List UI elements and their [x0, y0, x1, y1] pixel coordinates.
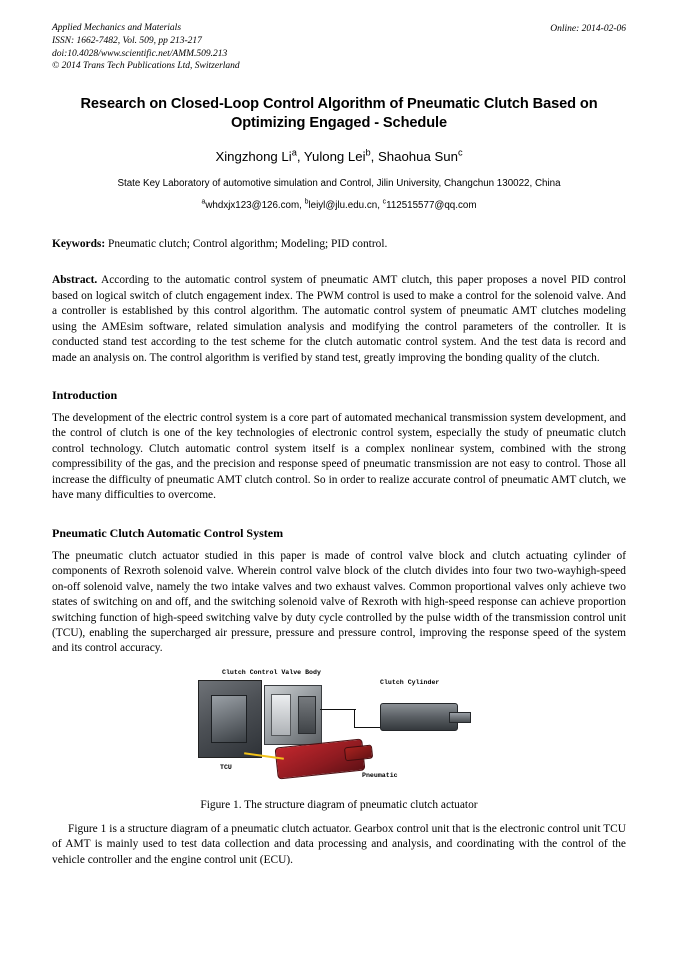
author-1-sup: a	[291, 147, 297, 158]
author-1: Xingzhong Li	[215, 148, 292, 164]
author-emails	[52, 200, 626, 211]
issn-line: ISSN: 1662-7482, Vol. 509, pp 213-217	[52, 35, 202, 46]
figure-1-wrap	[52, 669, 626, 787]
journal-info	[52, 22, 240, 73]
author-2: , Yulong Lei	[296, 148, 366, 164]
email-sup-a: a	[201, 199, 206, 207]
email-sup-b: b	[304, 199, 309, 207]
email-sup-c: c	[382, 199, 387, 207]
email-c[interactable]: 112515577@qq.com	[386, 200, 477, 212]
email-b[interactable]: leiyl@jlu.edu.cn,	[308, 200, 383, 212]
connector-line-3	[354, 727, 380, 728]
page-title: Research on Closed-Loop Control Algorithm of Pneumatic Clutch Based on Optimizing Engaged - Schedule	[80, 96, 598, 131]
author-2-sup: b	[365, 147, 371, 158]
control-valve-block-photo	[264, 685, 322, 745]
keywords-text: Pneumatic clutch; Control algorithm; Modeling; PID control.	[105, 238, 388, 251]
figure-1-caption: Figure 1. The structure diagram of pneumatic clutch actuator	[200, 798, 478, 811]
introduction-paragraph: The development of the electric control system is a core part of automated mechanical transmission system development, and the control of clutch is one of the key technologies of electronic control system, especially the study of pneumatic clutch control technology. Clutch automatic control system itself is a complex nonlinear system, combined with the strong compressibility of the gas, and the precision and response speed of pneumatic transmission are not easy to control. Those all increase the difficulty of pneumatic AMT clutch control. So in order to realize accurate control of pneumatic AMT clutch, we have many difficulties to overcome.	[52, 411, 626, 502]
doi-line[interactable]: doi:10.4028/www.scientific.net/AMM.509.213	[52, 48, 228, 59]
abstract-block	[52, 273, 626, 366]
section-heading-introduction: Introduction	[52, 387, 118, 402]
section-heading-control-system: Pneumatic Clutch Automatic Control System	[52, 525, 284, 540]
author-list	[52, 149, 626, 164]
control-system-paragraph: The pneumatic clutch actuator studied in this paper is made of control valve block and clutch actuating cylinder of components of Rexroth solenoid valve. Wherein control valve block of the clutch divides into four two two-wayhigh-speed on-off solenoid valve, namely the two intake valves and two exhaust valves. Common proportional valves only achieve two states of switching on and off, and the switching solenoid valve of Rexroth with high-speed response can achieve proportion switching function of high-speed switching valve by duty cycle controlled by the pulse width of the transmission control unit (TCU), enabling the supercharged air pressure, pressure and pressure control, improving the response speed of the system and its control accuracy.	[52, 549, 626, 655]
figure-label-pneumatic: Pneumatic	[362, 771, 398, 779]
journal-name: Applied Mechanics and Materials	[52, 23, 182, 33]
valve-photo	[198, 680, 262, 758]
author-3-sup: c	[457, 147, 463, 158]
copyright-line: © 2014 Trans Tech Publications Ltd, Switzerland	[52, 61, 240, 72]
online-date: Online: 2014-02-06	[550, 24, 626, 34]
abstract-label: Abstract.	[52, 274, 98, 287]
affiliation: State Key Laboratory of automotive simulation and Control, Jilin University, Changchun 130022, China	[117, 177, 561, 189]
figure-label-tcu: TCU	[220, 763, 232, 771]
keywords-block	[52, 237, 626, 253]
figure-label-cylinder: Clutch Cylinder	[380, 678, 440, 686]
page-header	[52, 22, 626, 73]
connector-line-2	[354, 709, 355, 727]
author-3: , Shaohua Sun	[370, 148, 458, 164]
clutch-cylinder-photo	[380, 703, 458, 731]
keywords-label: Keywords:	[52, 238, 106, 251]
figure-1-image	[184, 669, 494, 787]
connector-line-1	[320, 709, 356, 710]
abstract-text: According to the automatic control system of pneumatic AMT clutch, this paper proposes a novel PID control based on logical switch of clutch engagement index. The PWM control is used to make a control for the solenoid valve. And a controller is established by this control algorithm. The automatic control system of pneumatic AMT clutches modeling using the AMEsim software, related simulation analysis and modifying the control parameters of the controller. It is conducted stand test according to the test scheme for the clutch automatic control system. And the test data is record and made an analysis on. The control algorithm is verified by stand test, greatly improving the bonding quality of the clutch.	[52, 274, 626, 364]
figure-label-valve-body: Clutch Control Valve Body	[222, 668, 321, 676]
email-a[interactable]: whdxjx123@126.com,	[205, 200, 305, 212]
closing-paragraph: Figure 1 is a structure diagram of a pneumatic clutch actuator. Gearbox control unit that is the electronic control unit TCU of AMT is mainly used to test data collection and data processing and analysis, and coordinating with the control of the vehicle controller and the engine control unit (ECU).	[52, 822, 626, 866]
